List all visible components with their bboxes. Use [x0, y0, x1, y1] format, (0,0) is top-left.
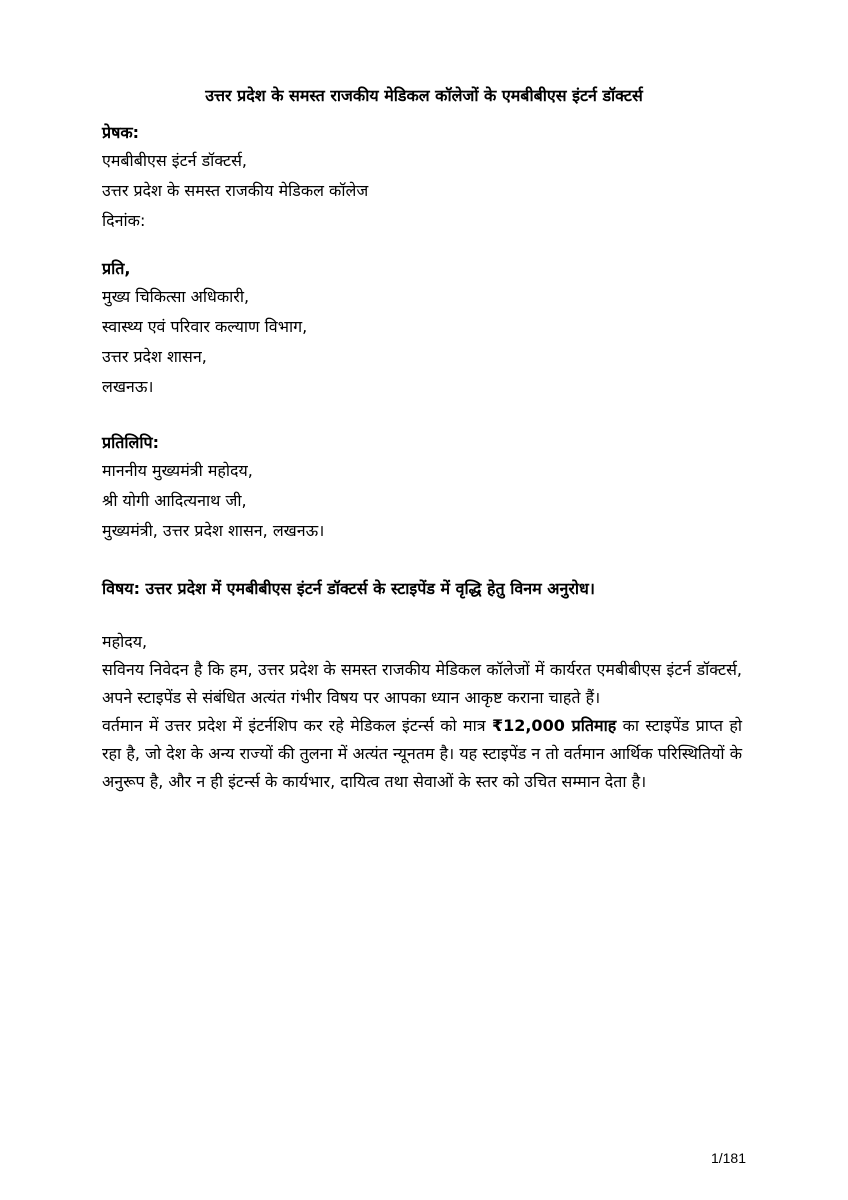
recipient-label: प्रति,: [102, 259, 131, 278]
letter-heading: उत्तर प्रदेश के समस्त राजकीय मेडिकल कॉलेजों के एमबीबीएस इंटर्न डॉक्टर्स: [205, 86, 643, 105]
sender-date: दिनांक:: [102, 211, 146, 230]
paragraph-2: [102, 712, 742, 796]
recipient-line: स्वास्थ्य एवं परिवार कल्याण विभाग,: [102, 317, 308, 336]
sender-block: [102, 120, 742, 236]
subject-line: विषय: उत्तर प्रदेश में एमबीबीएस इंटर्न डॉक्टर्स के स्टाइपेंड में वृद्धि हेतु विनम अनुरोध।: [102, 579, 595, 598]
copy-line: मुख्यमंत्री, उत्तर प्रदेश शासन, लखनऊ।: [102, 521, 325, 540]
copy-label: प्रतिलिपि:: [102, 433, 159, 452]
copy-block: [102, 430, 742, 546]
sender-line: एमबीबीएस इंटर्न डॉक्टर्स,: [102, 151, 248, 170]
copy-line: श्री योगी आदित्यनाथ जी,: [102, 491, 247, 510]
paragraph-1: सविनय निवेदन है कि हम, उत्तर प्रदेश के समस्त राजकीय मेडिकल कॉलेजों में कार्यरत एमबीबीएस इंटर्न डॉक्टर्स, अपने स्टाइपेंड से संबंधित अत्यंत गंभीर विषय पर आपका ध्यान आकृष्ट कराना चाहते हैं।: [102, 660, 742, 707]
copy-line: माननीय मुख्यमंत्री महोदय,: [102, 461, 253, 480]
paragraph-2-text: का स्टाइपेंड प्राप्त हो रहा है, जो देश के अन्य राज्यों की तुलना में अत्यंत न्यूनतम है। यह स्टाइपेंड न तो वर्तमान आर्थिक परिस्थितियों के अनुरूप है, और न ही इंटर्न्स के कार्यभार, दायित्व तथा सेवाओं के स्तर को उचित सम्मान देता है।: [102, 716, 742, 791]
page-number: 1/181: [710, 1150, 746, 1166]
recipient-line: उत्तर प्रदेश शासन,: [102, 347, 207, 366]
stipend-amount: ₹12,000 प्रतिमाह: [491, 716, 617, 735]
letter-body: [102, 628, 742, 796]
recipient-block: [102, 256, 742, 402]
salutation: महोदय,: [102, 632, 148, 651]
sender-line: उत्तर प्रदेश के समस्त राजकीय मेडिकल कॉलेज: [102, 181, 369, 200]
paragraph-2-text: वर्तमान में उत्तर प्रदेश में इंटर्नशिप कर रहे मेडिकल इंटर्न्स को मात्र: [102, 716, 492, 735]
recipient-line: मुख्य चिकित्सा अधिकारी,: [102, 287, 250, 306]
sender-label: प्रेषक:: [102, 123, 140, 142]
recipient-line: लखनऊ।: [102, 377, 154, 396]
